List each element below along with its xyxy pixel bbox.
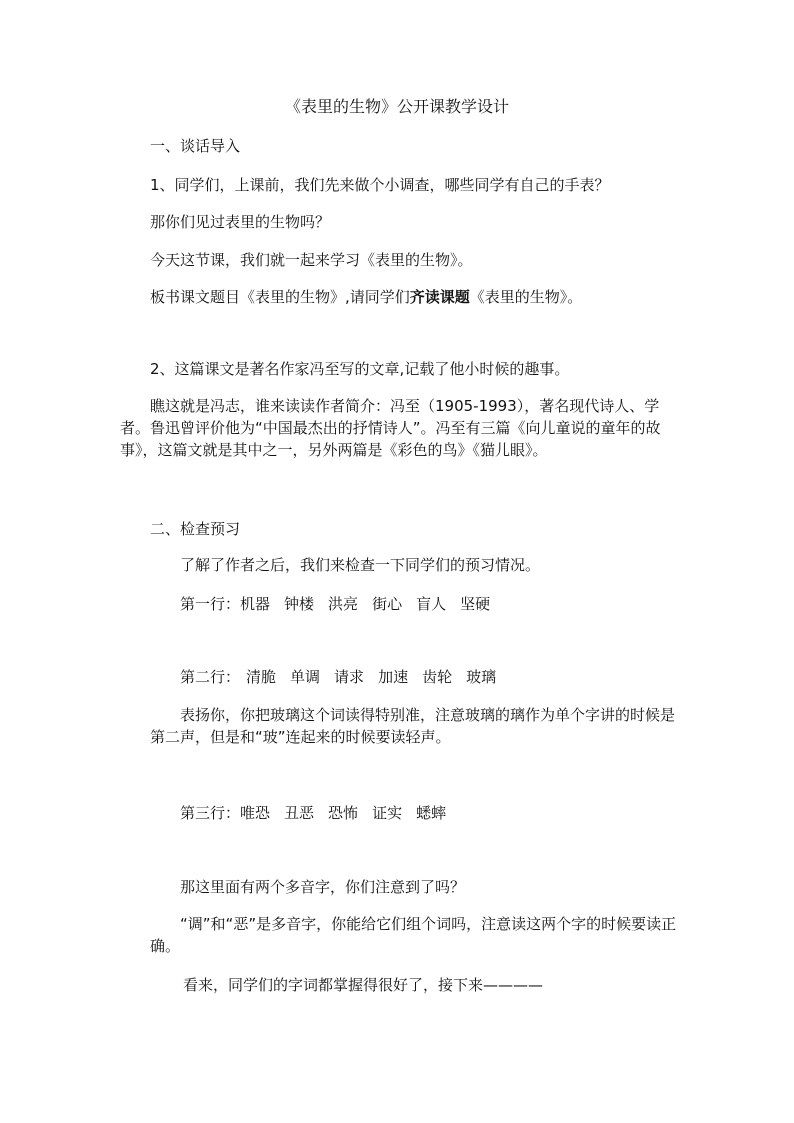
word: 街心 [372,595,403,613]
word: 机器 [240,595,271,613]
word: 请求 [334,668,365,686]
word: 坚硬 [460,595,491,613]
section2-heading: 二、检查预习 [150,520,241,538]
section1-heading: 一、谈话导入 [150,137,241,155]
paragraph-intro: 了解了作者之后，我们来检查一下同学们的预习情况。 [180,556,541,574]
row-label: 第二行： [180,668,241,686]
paragraph-q2: 那你们见过表里的生物吗？ [150,213,331,231]
word: 玻璃 [466,668,497,686]
board-bold-text: 齐读课题 [409,288,470,306]
paragraph-polyphone-question: 那这里面有两个多音字，你们注意到了吗？ [180,878,466,896]
paragraph-author: 2、这篇课文是著名作家冯至写的文章,记载了他小时候的趣事。 [150,360,570,378]
paragraph-polyphone-note: “调”和“恶”是多音字，你能给它们组个词吗，注意读这两个字的时候要读正确。 [150,915,677,955]
word: 蟋蟀 [416,804,447,822]
word: 丑恶 [284,804,315,822]
word: 加速 [378,668,409,686]
document-title: 《表里的生物》公开课教学设计 [284,97,509,116]
word: 钟楼 [284,595,315,613]
word: 证实 [372,804,403,822]
word: 恐怖 [328,804,359,822]
paragraph-praise: 表扬你，你把玻璃这个词读得特别准，注意玻璃的璃作为单个字讲的时候是第二声，但是和“玻”连起来的时候要读轻声。 [150,706,676,746]
row-label: 第三行： [180,804,241,822]
word: 单调 [290,668,321,686]
word-row-2 [180,667,496,687]
word: 唯恐 [240,804,271,822]
paragraph-q3: 今天这节课，我们就一起来学习《表里的生物》。 [150,251,473,269]
word: 齿轮 [422,668,453,686]
row-label: 第一行： [180,595,241,613]
paragraph-bio: 瞧这就是冯志，谁来读读作者简介：冯至（1905-1993），著名现代诗人、学者。鲁迅曾评价他为“中国最杰出的抒情诗人”。冯至有三篇《向儿童说的童年的故事》，这篇文就是其中之一，另外两篇是《彩色的鸟》《猫儿眼》。 [120,397,661,459]
paragraph-board [150,287,582,307]
paragraph-transition: 看来，同学们的字词都掌握得很好了，接下来———— [183,976,544,994]
word: 洪亮 [328,595,359,613]
word: 盲人 [416,595,447,613]
board-text-end: 《表里的生物》。 [469,288,583,306]
word: 清脆 [246,668,277,686]
word-row-1 [180,594,490,614]
board-text: 板书课文题目《表里的生物》,请同学们 [150,288,410,306]
word-row-3 [180,803,446,823]
paragraph-q1: 1、同学们，上课前，我们先来做个小调查，哪些同学有自己的手表？ [150,176,610,194]
